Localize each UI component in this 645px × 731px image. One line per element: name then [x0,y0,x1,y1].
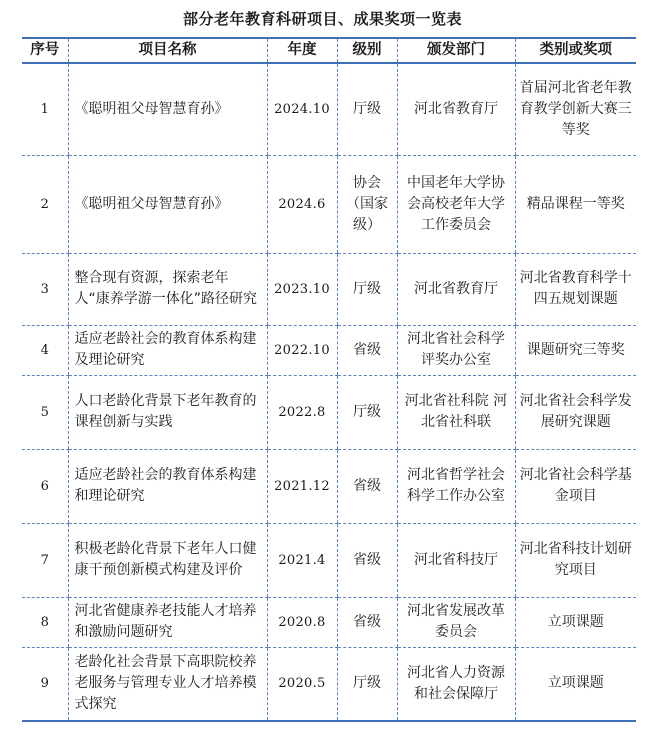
header-dept: 颁发部门 [397,38,515,63]
cell-dept: 河北省发展改革委员会 [397,597,515,647]
cell-level: 省级 [337,449,397,523]
cell-name: 积极老龄化背景下老年人口健康干预创新模式构建及评价 [68,523,267,597]
cell-no: 2 [22,155,68,253]
table-row [22,523,636,597]
cell-level: 厅级 [337,253,397,325]
cell-no: 5 [22,375,68,449]
table-row [22,597,636,647]
cell-year: 2021.4 [267,523,337,597]
cell-level: 省级 [337,325,397,375]
cell-year: 2020.8 [267,597,337,647]
cell-name: 《聪明祖父母智慧育孙》 [68,155,267,253]
cell-level: 厅级 [337,375,397,449]
table-row [22,449,636,523]
cell-year: 2020.5 [267,647,337,721]
table-title: 部分老年教育科研项目、成果奖项一览表 [182,10,462,28]
cell-award: 河北省科技计划研究项目 [515,523,636,597]
cell-name: 适应老龄社会的教育体系构建和理论研究 [68,449,267,523]
cell-level: 厅级 [337,647,397,721]
cell-year: 2024.6 [267,155,337,253]
projects-table [22,37,636,722]
cell-level: 省级 [337,597,397,647]
cell-dept: 中国老年大学协会高校老年大学工作委员会 [397,155,515,253]
cell-no: 1 [22,63,68,155]
cell-award: 河北省教育科学十四五规划课题 [515,253,636,325]
table-row [22,375,636,449]
cell-no: 7 [22,523,68,597]
cell-award: 精品课程一等奖 [515,155,636,253]
cell-no: 4 [22,325,68,375]
header-row [22,38,636,63]
cell-name: 适应老龄社会的教育体系构建及理论研究 [68,325,267,375]
cell-award: 课题研究三等奖 [515,325,636,375]
table-row [22,647,636,721]
cell-award: 河北省社会科学基金项目 [515,449,636,523]
cell-award: 立项课题 [515,647,636,721]
cell-year: 2022.8 [267,375,337,449]
table-row [22,325,636,375]
header-level: 级别 [337,38,397,63]
cell-year: 2022.10 [267,325,337,375]
cell-name: 老龄化社会背景下高职院校养老服务与管理专业人才培养模式探究 [68,647,267,721]
cell-name: 《聪明祖父母智慧育孙》 [68,63,267,155]
cell-dept: 河北省社会科学评奖办公室 [397,325,515,375]
header-name: 项目名称 [68,38,267,63]
cell-year: 2023.10 [267,253,337,325]
cell-no: 9 [22,647,68,721]
header-award: 类别或奖项 [515,38,636,63]
cell-no: 3 [22,253,68,325]
cell-award: 立项课题 [515,597,636,647]
cell-no: 8 [22,597,68,647]
table-row [22,63,636,155]
cell-name: 整合现有资源，探索老年人“康养学游一体化”路径研究 [68,253,267,325]
cell-dept: 河北省社科院 河北省社科联 [397,375,515,449]
cell-no: 6 [22,449,68,523]
cell-level: 省级 [337,523,397,597]
header-no: 序号 [22,38,68,63]
cell-name: 人口老龄化背景下老年教育的课程创新与实践 [68,375,267,449]
cell-dept: 河北省人力资源和社会保障厅 [397,647,515,721]
cell-level: 厅级 [337,63,397,155]
cell-name: 河北省健康养老技能人才培养和激励问题研究 [68,597,267,647]
table-row [22,253,636,325]
cell-award: 河北省社会科学发展研究课题 [515,375,636,449]
cell-year: 2021.12 [267,449,337,523]
cell-level: 协会（国家级） [337,155,397,253]
cell-award: 首届河北省老年教育教学创新大赛三等奖 [515,63,636,155]
cell-dept: 河北省教育厅 [397,253,515,325]
table-row [22,155,636,253]
cell-dept: 河北省教育厅 [397,63,515,155]
cell-dept: 河北省哲学社会科学工作办公室 [397,449,515,523]
header-year: 年度 [267,38,337,63]
cell-year: 2024.10 [267,63,337,155]
cell-dept: 河北省科技厅 [397,523,515,597]
